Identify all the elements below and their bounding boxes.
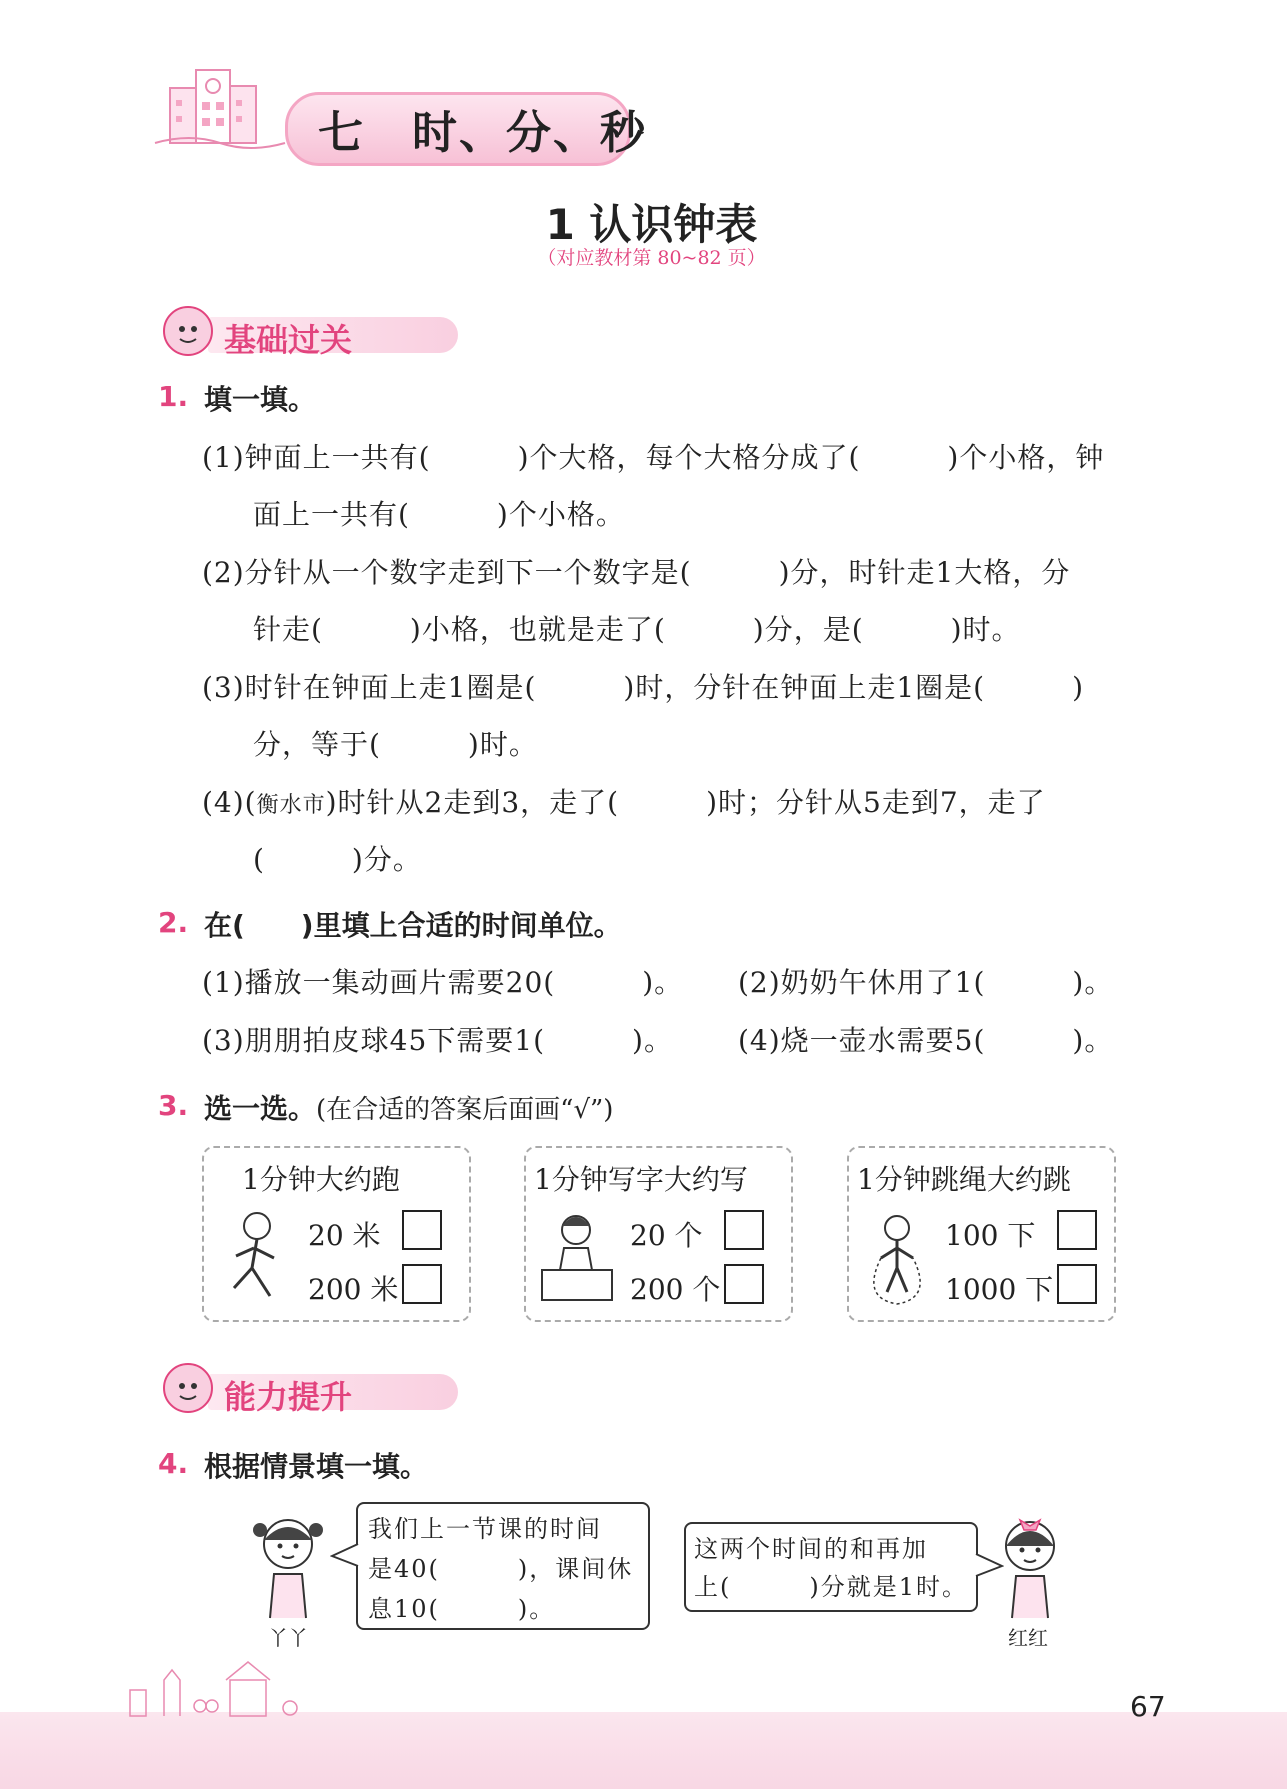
- q2-item: (3)朋朋拍皮球45下需要1( )。: [202, 1024, 673, 1057]
- card-title: 1分钟大约跑: [242, 1163, 400, 1196]
- question-number: 1.: [158, 380, 189, 413]
- bubble-line: 这两个时间的和再加: [694, 1535, 928, 1563]
- cartoon-head-icon: [160, 1360, 216, 1416]
- question-stem: 选一选。: [204, 1092, 317, 1125]
- answer-checkbox[interactable]: [724, 1264, 764, 1304]
- bubble-line: 上( )分就是1时。: [694, 1573, 968, 1601]
- q1-line: (2)分针从一个数字走到下一个数字是( )分，时针走1大格，分: [202, 556, 1071, 589]
- answer-checkbox[interactable]: [1057, 1210, 1097, 1250]
- question-stem: 填一填。: [204, 383, 317, 416]
- page-number: 67: [1130, 1690, 1166, 1723]
- bubble-line: 是40( )，课间休: [368, 1555, 634, 1583]
- writing-girl-icon: [534, 1208, 624, 1308]
- question-number: 4.: [158, 1447, 189, 1480]
- choice-option: 200 米: [308, 1273, 399, 1306]
- speaker-name: 丫丫: [268, 1626, 308, 1650]
- card-title: 1分钟写字大约写: [534, 1163, 748, 1196]
- speech-bubble: [356, 1502, 650, 1630]
- card-title: 1分钟跳绳大约跳: [857, 1163, 1071, 1196]
- q1-line: 针走( )小格，也就是走了( )分，是( )时。: [253, 613, 1021, 646]
- source-tag: 衡水市: [256, 793, 326, 818]
- q2-item: (1)播放一集动画片需要20( )。: [202, 966, 684, 999]
- speech-bubble: [684, 1522, 978, 1612]
- choice-option: 20 个: [630, 1219, 703, 1252]
- choice-option: 20 米: [308, 1219, 381, 1252]
- q1-line: [202, 781, 1046, 821]
- q1-line: ( )分。: [253, 843, 422, 876]
- section-header-basic: [160, 303, 480, 359]
- q1-line: (1)钟面上一共有( )个大格，每个大格分成了( )个小格，钟: [202, 441, 1105, 474]
- answer-checkbox[interactable]: [1057, 1264, 1097, 1304]
- question-stem: 在( )里填上合适的时间单位。: [204, 909, 622, 942]
- q2-item: (4)烧一壶水需要5( )。: [738, 1024, 1114, 1057]
- choice-option: 200 个: [630, 1273, 721, 1306]
- bubble-line: 息10( )。: [368, 1595, 556, 1623]
- q1-line: (3)时针在钟面上走1圈是( )时，分针在钟面上走1圈是( ): [202, 671, 1084, 704]
- lesson-reference: （对应教材第 80~82 页）: [537, 247, 766, 269]
- q1-line: 面上一共有( )个小格。: [253, 498, 625, 531]
- girl-honghong-icon: [990, 1510, 1070, 1620]
- section-title: 能力提升: [224, 1378, 353, 1416]
- footer-band: [0, 1712, 1287, 1789]
- cartoon-head-icon: [160, 303, 216, 359]
- question-note: (在合适的答案后面画“√”): [316, 1095, 614, 1125]
- question-stem: 根据情景填一填。: [204, 1450, 429, 1483]
- choice-card: [847, 1146, 1116, 1322]
- answer-checkbox[interactable]: [724, 1210, 764, 1250]
- q1-prefix: (4)(: [202, 786, 257, 819]
- choice-card: [524, 1146, 793, 1322]
- town-decoration-icon: [120, 1650, 320, 1720]
- speaker-name: 红红: [1008, 1626, 1048, 1650]
- q2-item: (2)奶奶午休用了1( )。: [738, 966, 1114, 999]
- section-title: 基础过关: [224, 321, 353, 359]
- choice-option: 100 下: [945, 1219, 1036, 1252]
- answer-checkbox[interactable]: [402, 1210, 442, 1250]
- answer-checkbox[interactable]: [402, 1264, 442, 1304]
- girl-yaya-icon: [248, 1510, 328, 1620]
- section-header-advanced: [160, 1360, 480, 1416]
- jump-rope-girl-icon: [857, 1208, 937, 1308]
- question-number: 2.: [158, 906, 189, 939]
- running-boy-icon: [212, 1208, 292, 1308]
- bubble-tail-icon: [330, 1540, 360, 1570]
- q1-line: 分，等于( )时。: [253, 728, 538, 761]
- choice-card: [202, 1146, 471, 1322]
- choice-option: 1000 下: [945, 1273, 1054, 1306]
- bubble-line: 我们上一节课的时间: [368, 1515, 602, 1543]
- lesson-title: 1 认识钟表: [545, 200, 758, 249]
- building-decoration-icon: [150, 58, 290, 158]
- q1-rest: )时针从2走到3，走了( )时；分针从5走到7，走了: [325, 786, 1046, 819]
- question-number: 3.: [158, 1089, 189, 1122]
- chapter-title: 七 时、分、秒: [318, 106, 648, 159]
- question-stem-row: [204, 1087, 613, 1127]
